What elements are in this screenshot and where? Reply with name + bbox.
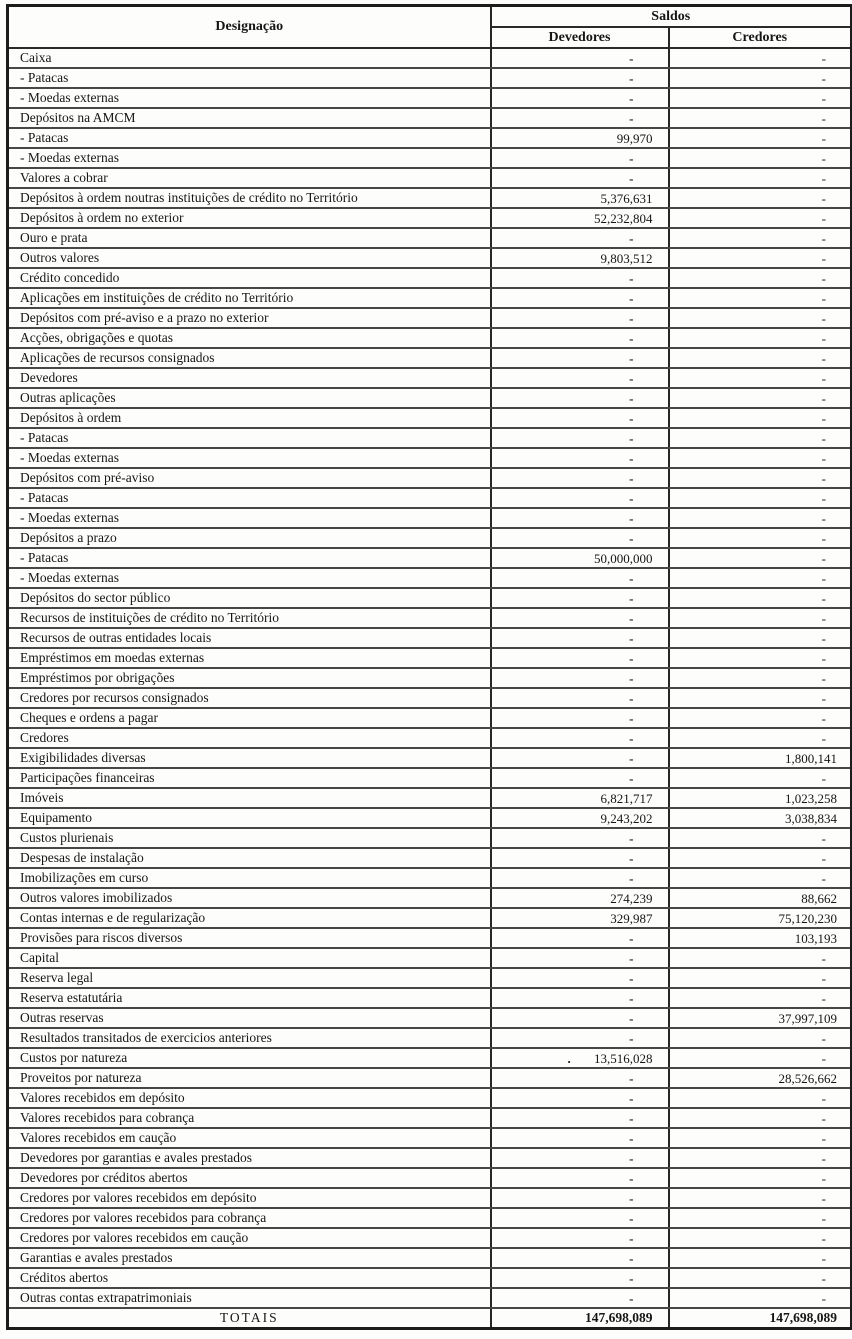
devedores-value: 9,243,202 <box>491 808 669 828</box>
credores-value: - <box>669 448 852 468</box>
devedores-value: 50,000,000 <box>491 548 669 568</box>
devedores-value: - <box>491 1188 669 1208</box>
row-label: Outros valores imobilizados <box>8 888 491 908</box>
table-row <box>8 788 852 808</box>
table-row <box>8 908 852 928</box>
row-label: - Patacas <box>8 548 491 568</box>
devedores-value: - <box>491 648 669 668</box>
row-label: Depósitos à ordem <box>8 408 491 428</box>
row-label: Depósitos à ordem no exterior <box>8 208 491 228</box>
devedores-value: 9,803,512 <box>491 248 669 268</box>
credores-value: - <box>669 188 852 208</box>
devedores-value: - <box>491 948 669 968</box>
devedores-value: - <box>491 328 669 348</box>
table-row <box>8 988 852 1008</box>
table-row <box>8 368 852 388</box>
row-label: Valores a cobrar <box>8 168 491 188</box>
row-label: - Patacas <box>8 128 491 148</box>
row-label: Recursos de instituições de crédito no Território <box>8 608 491 628</box>
credores-value: - <box>669 868 852 888</box>
table-row <box>8 248 852 268</box>
devedores-value: - <box>491 868 669 888</box>
row-label: Reserva legal <box>8 968 491 988</box>
devedores-value: - <box>491 428 669 448</box>
row-label: Valores recebidos para cobrança <box>8 1108 491 1128</box>
table-row <box>8 388 852 408</box>
credores-value: - <box>669 1048 852 1068</box>
row-label: Créditos abertos <box>8 1268 491 1288</box>
row-label: Empréstimos por obrigações <box>8 668 491 688</box>
credores-value: - <box>669 1168 852 1188</box>
devedores-value: - <box>491 448 669 468</box>
credores-value: - <box>669 588 852 608</box>
devedores-value: - <box>491 1248 669 1268</box>
credores-value: - <box>669 288 852 308</box>
table-row <box>8 1048 852 1068</box>
table-row <box>8 668 852 688</box>
row-label: Custos plurienais <box>8 828 491 848</box>
row-label: Caixa <box>8 48 491 68</box>
stray-scan-mark: . <box>567 1050 571 1066</box>
devedores-value: - <box>491 68 669 88</box>
credores-value: - <box>669 108 852 128</box>
devedores-value: - <box>491 228 669 248</box>
credores-value: - <box>669 948 852 968</box>
credores-value: 37,997,109 <box>669 1008 852 1028</box>
devedores-value: - <box>491 1128 669 1148</box>
row-label: Ouro e prata <box>8 228 491 248</box>
devedores-value: 329,987 <box>491 908 669 928</box>
devedores-value: - <box>491 848 669 868</box>
table-row <box>8 728 852 748</box>
balance-table <box>6 4 852 1330</box>
table-row <box>8 288 852 308</box>
row-label: Garantias e avales prestados <box>8 1248 491 1268</box>
table-row <box>8 488 852 508</box>
row-label: Empréstimos em moedas externas <box>8 648 491 668</box>
row-label: Credores por recursos consignados <box>8 688 491 708</box>
table-row <box>8 528 852 548</box>
credores-value: - <box>669 1228 852 1248</box>
table-row <box>8 68 852 88</box>
devedores-value: - <box>491 168 669 188</box>
row-label: - Moedas externas <box>8 148 491 168</box>
devedores-value: - <box>491 1268 669 1288</box>
devedores-value: - <box>491 108 669 128</box>
devedores-value: - <box>491 688 669 708</box>
devedores-value: - <box>491 268 669 288</box>
credores-value: - <box>669 568 852 588</box>
devedores-value: - <box>491 308 669 328</box>
credores-value: - <box>669 1248 852 1268</box>
devedores-value: - <box>491 408 669 428</box>
row-label: Cheques e ordens a pagar <box>8 708 491 728</box>
credores-value: 1,023,258 <box>669 788 852 808</box>
credores-value: - <box>669 68 852 88</box>
devedores-value: - <box>491 928 669 948</box>
totals-label: TOTAIS <box>8 1308 491 1329</box>
credores-value: - <box>669 528 852 548</box>
totals-row <box>8 1308 852 1329</box>
row-label: Aplicações de recursos consignados <box>8 348 491 368</box>
row-label: Outras contas extrapatrimoniais <box>8 1288 491 1308</box>
row-label: Depósitos com pré-aviso e a prazo no exterior <box>8 308 491 328</box>
row-label: Devedores <box>8 368 491 388</box>
table-row <box>8 608 852 628</box>
row-label: Credores <box>8 728 491 748</box>
credores-value: - <box>669 48 852 68</box>
devedores-value: 99,970 <box>491 128 669 148</box>
credores-value: - <box>669 1148 852 1168</box>
devedores-value: - <box>491 1068 669 1088</box>
credores-value: - <box>669 1128 852 1148</box>
table-row <box>8 1028 852 1048</box>
col-header-designacao: Designação <box>8 6 491 49</box>
row-label: Reserva estatutária <box>8 988 491 1008</box>
credores-value: - <box>669 128 852 148</box>
table-row <box>8 1148 852 1168</box>
devedores-value: - <box>491 1108 669 1128</box>
row-label: Devedores por garantias e avales prestados <box>8 1148 491 1168</box>
devedores-value: 274,239 <box>491 888 669 908</box>
table-row <box>8 188 852 208</box>
devedores-value: - <box>491 508 669 528</box>
devedores-value: - <box>491 368 669 388</box>
credores-value: - <box>669 1028 852 1048</box>
credores-value: - <box>669 148 852 168</box>
row-label: Custos por natureza <box>8 1048 491 1068</box>
devedores-value: - <box>491 1208 669 1228</box>
table-row <box>8 1088 852 1108</box>
credores-value: - <box>669 1288 852 1308</box>
row-label: Participações financeiras <box>8 768 491 788</box>
table-row <box>8 828 852 848</box>
credores-value: - <box>669 468 852 488</box>
devedores-value: - <box>491 148 669 168</box>
table-row <box>8 268 852 288</box>
table-header <box>8 6 852 49</box>
table-row <box>8 568 852 588</box>
devedores-value: - <box>491 608 669 628</box>
row-label: Depósitos à ordem noutras instituições de crédito no Território <box>8 188 491 208</box>
credores-value: 3,038,834 <box>669 808 852 828</box>
devedores-value: - <box>491 668 669 688</box>
table-row <box>8 1068 852 1088</box>
table-row <box>8 1008 852 1028</box>
credores-value: - <box>669 848 852 868</box>
table-row <box>8 128 852 148</box>
table-row <box>8 1168 852 1188</box>
credores-value: 1,800,141 <box>669 748 852 768</box>
credores-value: - <box>669 968 852 988</box>
devedores-value: - <box>491 628 669 648</box>
credores-value: - <box>669 828 852 848</box>
row-label: Exigibilidades diversas <box>8 748 491 768</box>
row-label: Despesas de instalação <box>8 848 491 868</box>
table-row <box>8 1228 852 1248</box>
credores-value: 75,120,230 <box>669 908 852 928</box>
credores-value: - <box>669 268 852 288</box>
table-row <box>8 308 852 328</box>
row-label: Proveitos por natureza <box>8 1068 491 1088</box>
table-row <box>8 468 852 488</box>
table-row <box>8 888 852 908</box>
table-row <box>8 228 852 248</box>
row-label: Valores recebidos em caução <box>8 1128 491 1148</box>
table-row <box>8 1288 852 1308</box>
row-label: Resultados transitados de exercicios anteriores <box>8 1028 491 1048</box>
devedores-value: - <box>491 1028 669 1048</box>
devedores-value: - <box>491 1008 669 1028</box>
table-row <box>8 328 852 348</box>
credores-value: - <box>669 628 852 648</box>
table-row <box>8 148 852 168</box>
table-row <box>8 628 852 648</box>
row-label: Credores por valores recebidos em caução <box>8 1228 491 1248</box>
credores-value: - <box>669 88 852 108</box>
table-row <box>8 48 852 68</box>
table-row <box>8 868 852 888</box>
credores-value: - <box>669 1268 852 1288</box>
table-row <box>8 1248 852 1268</box>
devedores-value: 52,232,804 <box>491 208 669 228</box>
row-label: - Patacas <box>8 488 491 508</box>
table-row <box>8 168 852 188</box>
row-label: Depósitos do sector público <box>8 588 491 608</box>
devedores-value: - <box>491 348 669 368</box>
row-label: Devedores por créditos abertos <box>8 1168 491 1188</box>
row-label: - Patacas <box>8 428 491 448</box>
credores-value: - <box>669 648 852 668</box>
table-row <box>8 428 852 448</box>
table-row <box>8 808 852 828</box>
credores-value: - <box>669 508 852 528</box>
credores-value: - <box>669 208 852 228</box>
row-label: Depósitos na AMCM <box>8 108 491 128</box>
table-row <box>8 1128 852 1148</box>
devedores-value: - <box>491 288 669 308</box>
table-row <box>8 1188 852 1208</box>
devedores-value: - <box>491 748 669 768</box>
devedores-value: - <box>491 1168 669 1188</box>
credores-value: - <box>669 668 852 688</box>
credores-value: - <box>669 248 852 268</box>
credores-value: - <box>669 768 852 788</box>
devedores-value: - <box>491 1148 669 1168</box>
devedores-value: - <box>491 728 669 748</box>
credores-value: - <box>669 608 852 628</box>
table-row <box>8 548 852 568</box>
credores-value: - <box>669 1188 852 1208</box>
devedores-value: - <box>491 88 669 108</box>
row-label: - Moedas externas <box>8 568 491 588</box>
row-label: Capital <box>8 948 491 968</box>
row-label: Credores por valores recebidos em depósito <box>8 1188 491 1208</box>
row-label: Imóveis <box>8 788 491 808</box>
table-row <box>8 1208 852 1228</box>
table-row <box>8 848 852 868</box>
credores-value: - <box>669 1208 852 1228</box>
devedores-value: - <box>491 588 669 608</box>
credores-value: - <box>669 1108 852 1128</box>
table-row <box>8 1108 852 1128</box>
devedores-value: 6,821,717 <box>491 788 669 808</box>
row-label: - Patacas <box>8 68 491 88</box>
row-label: Outras reservas <box>8 1008 491 1028</box>
credores-value: 88,662 <box>669 888 852 908</box>
row-label: Aplicações em instituições de crédito no Território <box>8 288 491 308</box>
devedores-value: - <box>491 528 669 548</box>
table-row <box>8 968 852 988</box>
credores-value: - <box>669 348 852 368</box>
table-row <box>8 748 852 768</box>
credores-value: - <box>669 708 852 728</box>
row-label: - Moedas externas <box>8 448 491 468</box>
devedores-value: - <box>491 968 669 988</box>
credores-value: - <box>669 688 852 708</box>
row-label: Provisões para riscos diversos <box>8 928 491 948</box>
table-row <box>8 928 852 948</box>
devedores-value: - <box>491 1228 669 1248</box>
devedores-value: - <box>491 568 669 588</box>
credores-value: - <box>669 1088 852 1108</box>
row-label: Outros valores <box>8 248 491 268</box>
credores-value: - <box>669 308 852 328</box>
table-row <box>8 448 852 468</box>
col-header-devedores: Devedores <box>491 27 669 48</box>
row-label: Depósitos a prazo <box>8 528 491 548</box>
row-label: Contas internas e de regularização <box>8 908 491 928</box>
row-label: Credores por valores recebidos para cobrança <box>8 1208 491 1228</box>
credores-value: - <box>669 988 852 1008</box>
row-label: Acções, obrigações e quotas <box>8 328 491 348</box>
table-row <box>8 588 852 608</box>
credores-value: 103,193 <box>669 928 852 948</box>
credores-value: - <box>669 408 852 428</box>
table-row <box>8 208 852 228</box>
devedores-value: - <box>491 708 669 728</box>
row-label: Equipamento <box>8 808 491 828</box>
row-label: Depósitos com pré-aviso <box>8 468 491 488</box>
devedores-value: . 13,516,028 <box>491 1048 669 1068</box>
devedores-value: - <box>491 768 669 788</box>
devedores-value: 147,698,089 <box>491 1308 669 1329</box>
credores-value: - <box>669 328 852 348</box>
credores-value: 147,698,089 <box>669 1308 852 1329</box>
credores-value: 28,526,662 <box>669 1068 852 1088</box>
row-label: - Moedas externas <box>8 88 491 108</box>
credores-value: - <box>669 368 852 388</box>
row-label: Outras aplicações <box>8 388 491 408</box>
row-label: Crédito concedido <box>8 268 491 288</box>
devedores-value: 5,376,631 <box>491 188 669 208</box>
table-row <box>8 688 852 708</box>
table-row <box>8 708 852 728</box>
table-row <box>8 108 852 128</box>
table-row <box>8 508 852 528</box>
devedores-value: - <box>491 488 669 508</box>
devedores-value: - <box>491 388 669 408</box>
table-row <box>8 88 852 108</box>
devedores-value: - <box>491 1288 669 1308</box>
credores-value: - <box>669 488 852 508</box>
table-row <box>8 948 852 968</box>
credores-value: - <box>669 388 852 408</box>
devedores-value: - <box>491 1088 669 1108</box>
credores-value: - <box>669 728 852 748</box>
row-label: - Moedas externas <box>8 508 491 528</box>
devedores-value: - <box>491 828 669 848</box>
credores-value: - <box>669 228 852 248</box>
row-label: Recursos de outras entidades locais <box>8 628 491 648</box>
credores-value: - <box>669 168 852 188</box>
table-row <box>8 408 852 428</box>
credores-value: - <box>669 548 852 568</box>
row-label: Valores recebidos em depósito <box>8 1088 491 1108</box>
col-header-credores: Credores <box>669 27 852 48</box>
devedores-value: - <box>491 988 669 1008</box>
credores-value: - <box>669 428 852 448</box>
table-row <box>8 1268 852 1288</box>
table-body <box>8 48 852 1329</box>
devedores-value: - <box>491 468 669 488</box>
devedores-value: - <box>491 48 669 68</box>
col-header-saldos: Saldos <box>491 6 852 28</box>
table-row <box>8 648 852 668</box>
row-label: Imobilizações em curso <box>8 868 491 888</box>
table-row <box>8 348 852 368</box>
table-row <box>8 768 852 788</box>
